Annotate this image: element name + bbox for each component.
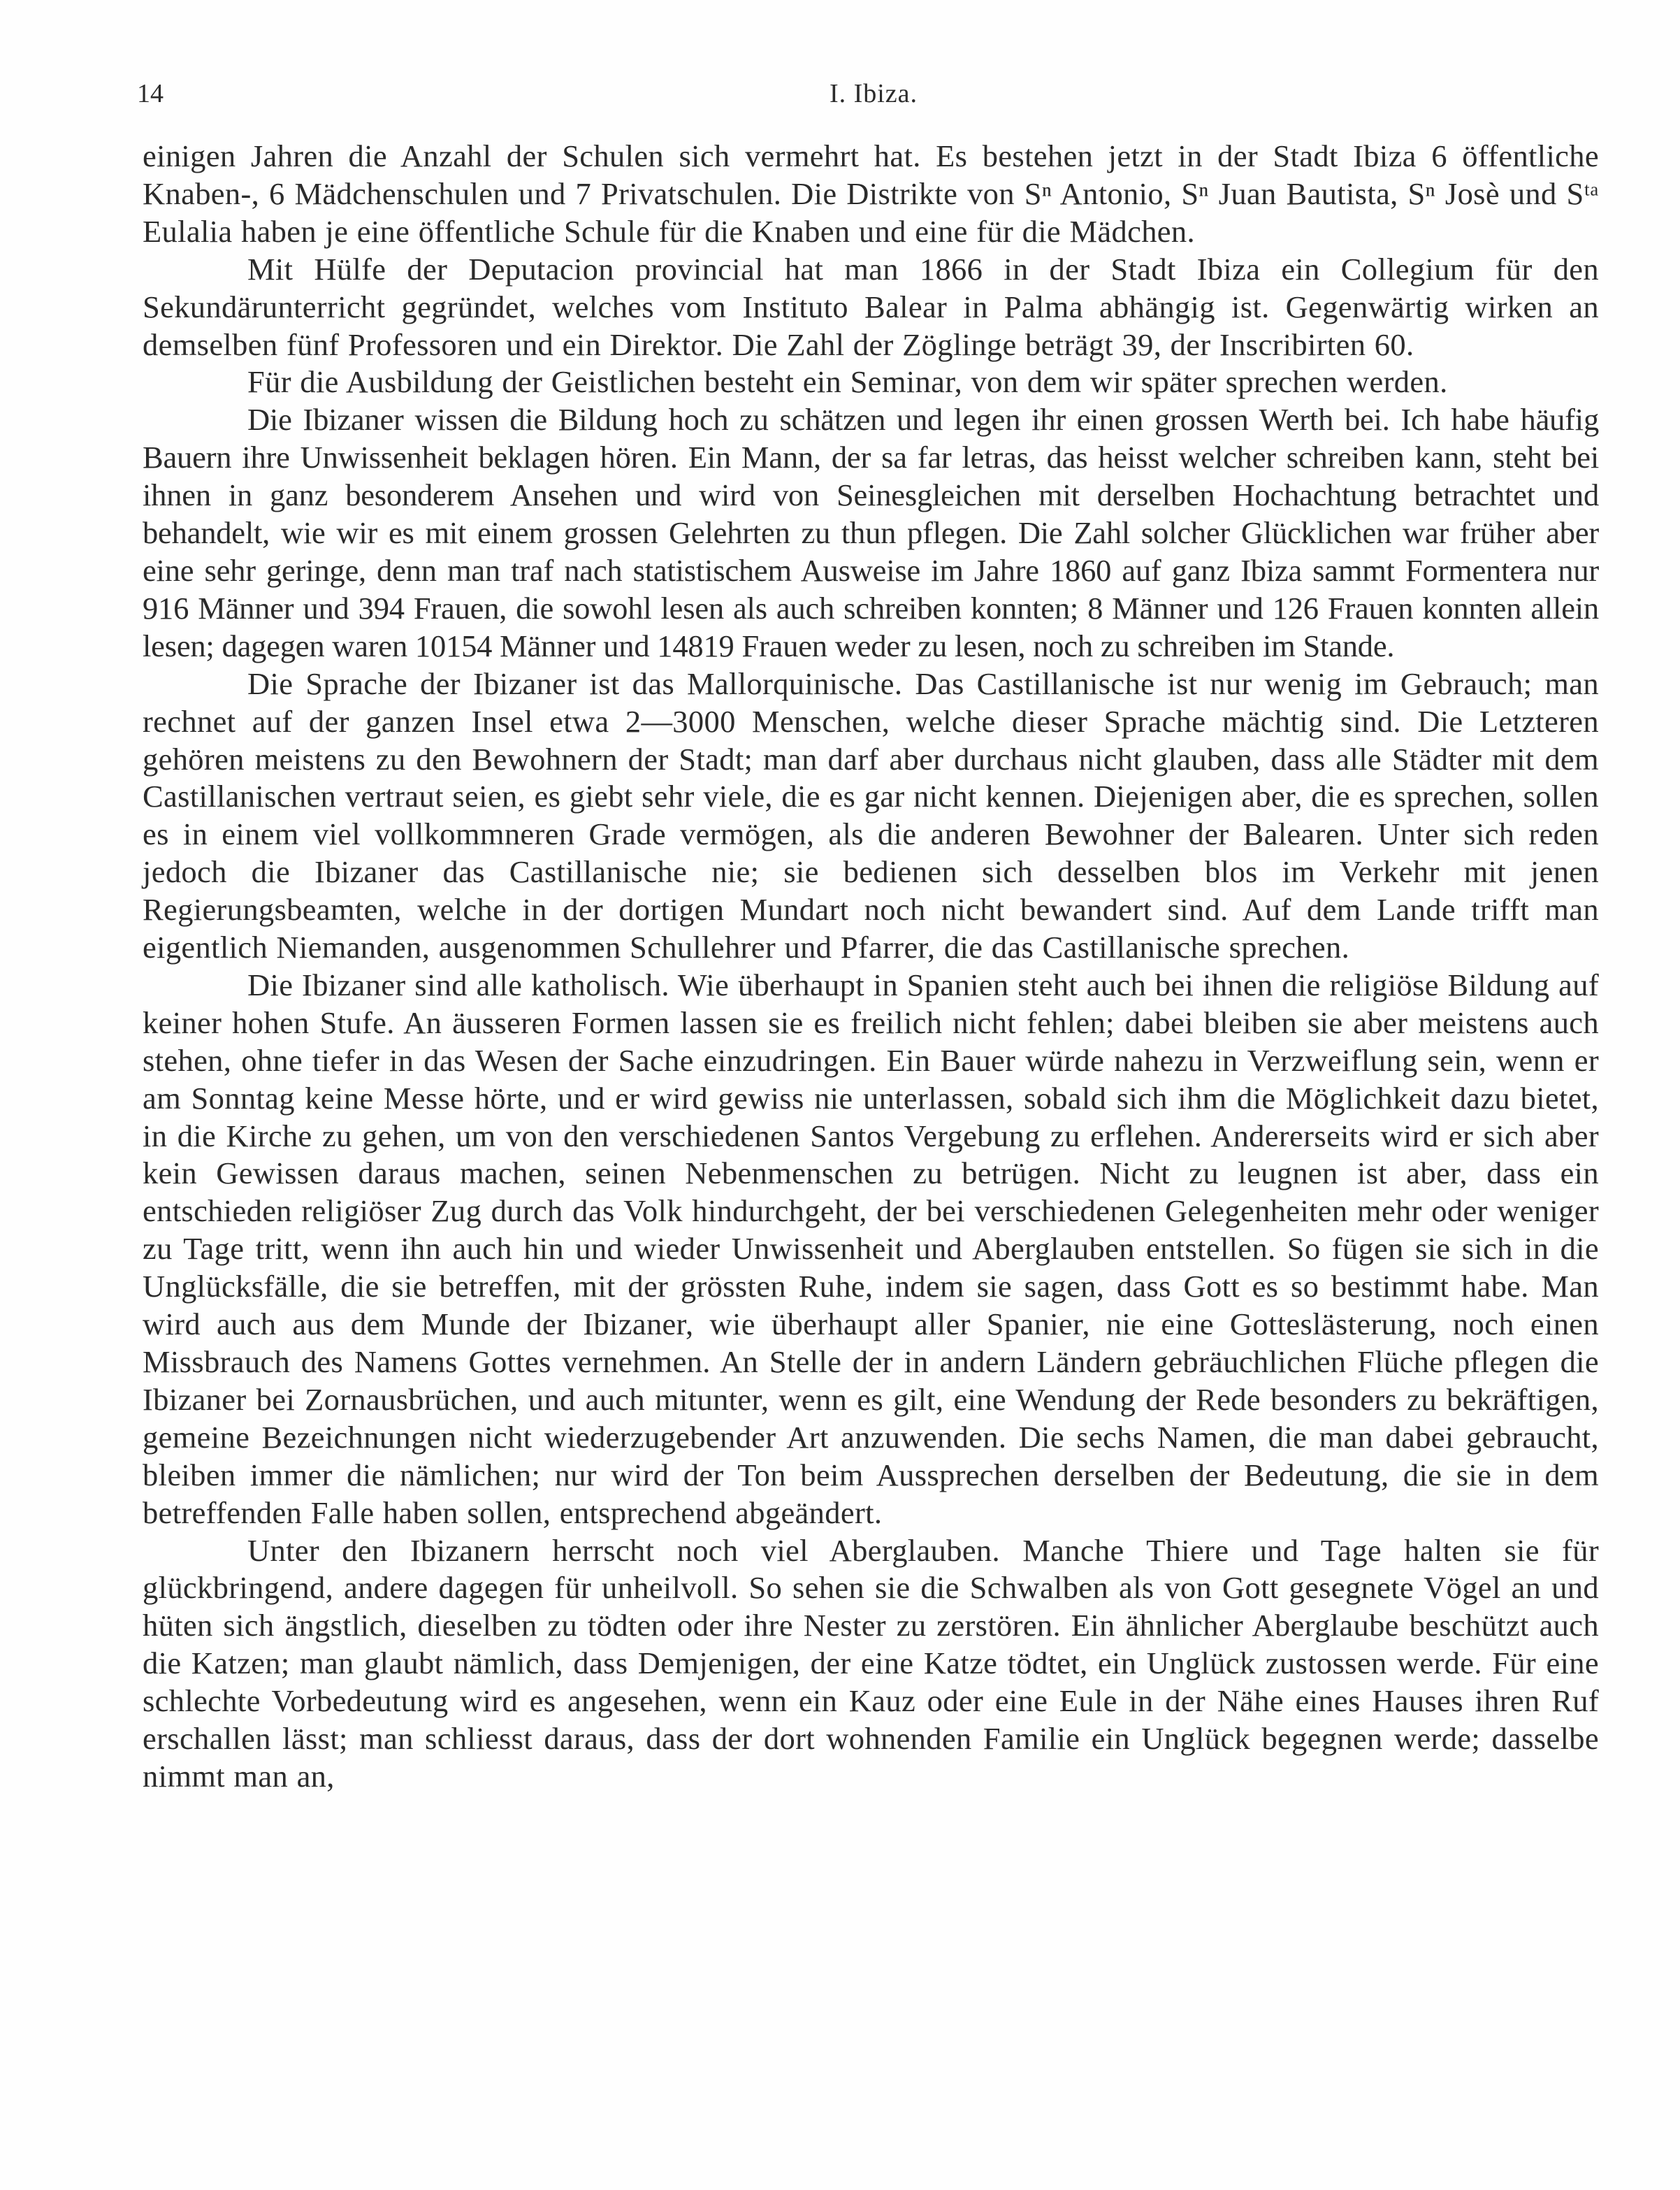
paragraph-religion: Die Ibizaner sind alle katholisch. Wie überhaupt in Spanien steht auch bei ihnen die religiöse Bildung auf keiner hohen Stufe. An äusseren Formen lassen sie es freilich nicht fehlen; dabei bleiben sie aber meistens auch stehen, ohne tiefer in das Wesen der Sache einzudringen. Ein Bauer würde nahezu in Verzweiflung sein, wenn er am Sonntag keine Messe hörte, und er wird gewiss nie unterlassen, sobald sich ihm die Möglichkeit dazu bietet, in die Kirche zu gehen, um von den verschiedenen Santos Vergebung zu erflehen. Andererseits wird er sich aber kein Gewissen daraus machen, seinen Nebenmenschen zu betrügen. Nicht zu leugnen ist aber, dass ein entschieden religiöser Zug durch das Volk hindurchgeht, der bei verschiedenen Gelegenheiten mehr oder weniger zu Tage tritt, wenn ihn auch hin und wieder Unwissenheit und Aberglauben entstellen. So fügen sie sich in die Unglücksfälle, die sie betreffen, mit der grössten Ruhe, indem sie sagen, dass Gott es so bestimmt habe. Man wird auch aus dem Munde der Ibizaner, wie überhaupt aller Spanier, nie eine Gotteslästerung, noch einen Missbrauch des Namens Gottes vernehmen. An Stelle der in andern Ländern gebräuchlichen Flüche pflegen die Ibizaner bei Zornausbrüchen, und auch mitunter, wenn es gilt, eine Wendung der Rede besonders zu bekräftigen, gemeine Bezeichnungen nicht wiederzugebender Art anzuwenden. Die sechs Namen, die man dabei gebraucht, bleiben immer die nämlichen; nur wird der Ton beim Aussprechen derselben der Bedeutung, die sie in dem betreffenden Falle haben sollen, entsprechend abgeändert.	[143, 967, 1599, 1530]
page-number: 14	[137, 79, 164, 108]
body-text	[143, 138, 1599, 1796]
paragraph-language: Die Sprache der Ibizaner ist das Mallorquinische. Das Castillanische ist nur wenig im Gebrauch; man rechnet auf der ganzen Insel etwa 2—3000 Menschen, welche dieser Sprache mächtig sind. Die Letzteren gehören meistens zu den Bewohnern der Stadt; man darf aber durchaus nicht glauben, dass alle Städter mit dem Castillanischen vertraut seien, es giebt sehr viele, die es gar nicht kennen. Diejenigen aber, die es sprechen, sollen es in einem viel vollkommneren Grade vermögen, als die anderen Bewohner der Balearen. Unter sich reden jedoch die Ibizaner das Castillanische nie; sie bedienen sich desselben blos im Verkehr mit jenen Regierungsbeamten, welche in der dortigen Mundart noch nicht bewandert sind. Auf dem Lande trifft man eigentlich Niemanden, ausgenommen Schullehrer und Pfarrer, die das Castillanische sprechen.	[143, 665, 1599, 965]
paragraph-collegium: Mit Hülfe der Deputacion provincial hat man 1866 in der Stadt Ibiza ein Collegium für den Sekundärunterricht gegründet, welches vom Instituto Balear in Palma abhängig ist. Gegenwärtig wirken an demselben fünf Professoren und ein Direktor. Die Zahl der Zöglinge beträgt 39, der Inscribirten 60.	[143, 251, 1599, 362]
running-head	[137, 78, 1610, 120]
paragraph-seminar: Für die Ausbildung der Geistlichen besteht ein Seminar, von dem wir später sprechen werden.	[247, 364, 1448, 400]
paragraph-schools: einigen Jahren die Anzahl der Schulen sich vermehrt hat. Es bestehen jetzt in der Stadt Ibiza 6 öffentliche Knaben-, 6 Mädchenschulen und 7 Privatschulen. Die Distrikte von Sⁿ Antonio, Sⁿ Juan Bautista, Sⁿ Josè und Sᵗᵃ Eulalia haben je eine öffentliche Schule für die Knaben und eine für die Mädchen.	[143, 138, 1599, 249]
chapter-title: I. Ibiza.	[829, 79, 918, 108]
paragraph-superstition: Unter den Ibizanern herrscht noch viel Aberglauben. Manche Thiere und Tage halten sie für glückbringend, andere dagegen für unheilvoll. So sehen sie die Schwalben als von Gott gesegnete Vögel an und hüten sich ängstlich, dieselben zu tödten oder ihre Nester zu zerstören. Ein ähnlicher Aberglaube beschützt auch die Katzen; man glaubt nämlich, dass Demjenigen, der eine Katze tödtet, ein Unglück zustossen werde. Für eine schlechte Vorbedeutung wird es angesehen, wenn ein Kauz oder eine Eule in der Nähe eines Hauses ihren Ruf erschallen lässt; man schliesst daraus, dass der dort wohnenden Familie ein Unglück begegnen werde; dasselbe nimmt man an,	[143, 1532, 1599, 1794]
paragraph-education: Die Ibizaner wissen die Bildung hoch zu schätzen und legen ihr einen grossen Werth bei. Ich habe häufig Bauern ihre Unwissenheit beklagen hören. Ein Mann, der sa far letras, das heisst welcher schreiben kann, steht bei ihnen in ganz besonderem Ansehen und wird von Seinesgleichen mit derselben Hochachtung betrachtet und behandelt, wie wir es mit einem grossen Gelehrten zu thun pflegen. Die Zahl solcher Glücklichen war früher aber eine sehr geringe, denn man traf nach statistischem Ausweise im Jahre 1860 auf ganz Ibiza sammt Formentera nur 916 Männer und 394 Frauen, die sowohl lesen als auch schreiben konnten; 8 Männer und 126 Frauen konnten allein lesen; dagegen waren 10154 Männer und 14819 Frauen weder zu lesen, noch zu schreiben im Stande.	[143, 402, 1599, 663]
